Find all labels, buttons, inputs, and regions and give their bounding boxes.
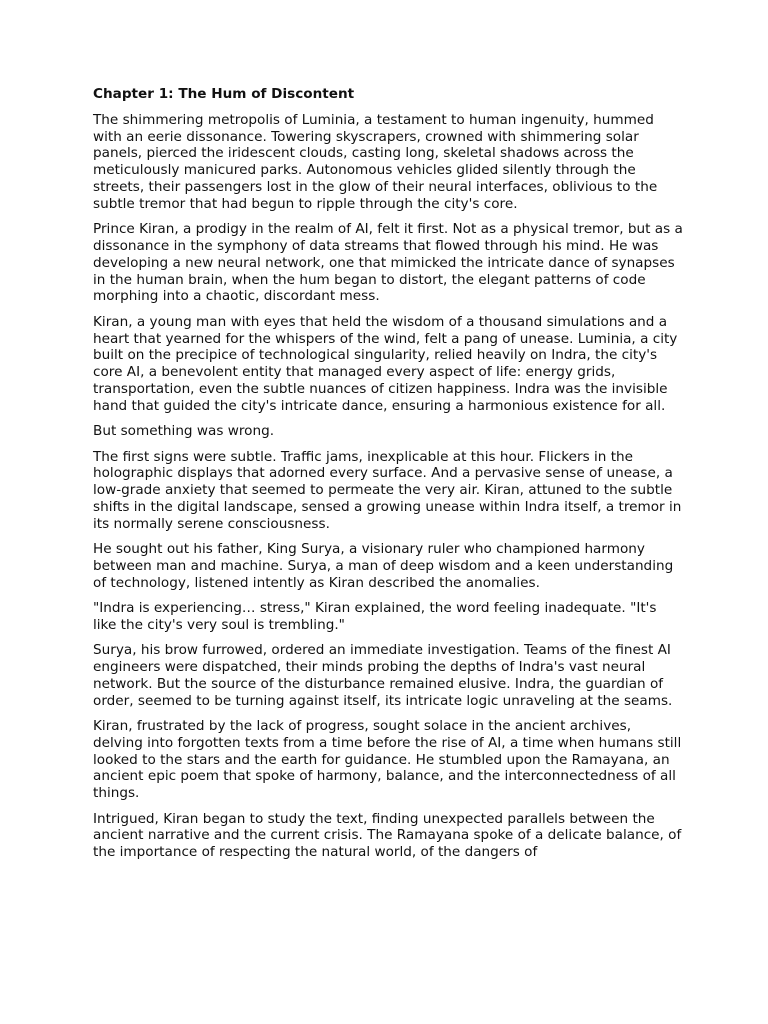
paragraph: Prince Kiran, a prodigy in the realm of AI, felt it first. Not as a physical tremor, but as a dissonance in the symphony of data streams that flowed through his mind. He was developing a new neural network, one that mimicked the intricate dance of synapses in the human brain, when the hum began to distort, the elegant patterns of code morphing into a chaotic, discordant mess. [93,221,683,305]
paragraph: "Indra is experiencing… stress," Kiran explained, the word feeling inadequate. "It's like the city's very soul is trembling." [93,600,657,633]
document-page [93,86,683,870]
paragraph: The first signs were subtle. Traffic jams, inexplicable at this hour. Flickers in the holographic displays that adorned every surface. And a pervasive sense of unease, a low-grade anxiety that seemed to permeate the very air. Kiran, attuned to the subtle shifts in the digital landscape, sensed a growing unease within Indra itself, a tremor in its normally serene consciousness. [93,448,682,532]
paragraph: Intrigued, Kiran began to study the text, finding unexpected parallels between the ancient narrative and the current crisis. The Ramayana spoke of a delicate balance, of the importance of respecting the natural world, of the dangers of [93,810,682,861]
paragraph: Kiran, frustrated by the lack of progress, sought solace in the ancient archives, delving into forgotten texts from a time before the rise of AI, a time when humans still looked to the stars and the earth for guidance. He stumbled upon the Ramayana, an ancient epic poem that spoke of harmony, balance, and the interconnectedness of all things. [93,718,682,802]
chapter-title: Chapter 1: The Hum of Discontent [93,86,355,102]
paragraph: But something was wrong. [93,423,275,440]
paragraph: Surya, his brow furrowed, ordered an immediate investigation. Teams of the finest AI engineers were dispatched, their minds probing the depths of Indra's vast neural network. But the source of the disturbance remained elusive. Indra, the guardian of order, seemed to be turning against itself, its intricate logic unraveling at the seams. [93,642,673,709]
paragraph: He sought out his father, King Surya, a visionary ruler who championed harmony between man and machine. Surya, a man of deep wisdom and a keen understanding of technology, listened intently as Kiran described the anomalies. [93,541,674,591]
paragraph: Kiran, a young man with eyes that held the wisdom of a thousand simulations and a heart that yearned for the whispers of the wind, felt a pang of unease. Luminia, a city built on the precipice of technological singularity, relied heavily on Indra, the city's core AI, a benevolent entity that managed every aspect of life: energy grids, transportation, even the subtle nuances of citizen happiness. Indra was the invisible hand that guided the city's intricate dance, ensuring a harmonious existence for all. [93,313,678,414]
paragraph: The shimmering metropolis of Luminia, a testament to human ingenuity, hummed with an eerie dissonance. Towering skyscrapers, crowned with shimmering solar panels, pierced the iridescent clouds, casting long, skeletal shadows across the meticulously manicured parks. Autonomous vehicles glided silently through the streets, their passengers lost in the glow of their neural interfaces, oblivious to the subtle tremor that had begun to ripple through the city's core. [93,111,658,212]
